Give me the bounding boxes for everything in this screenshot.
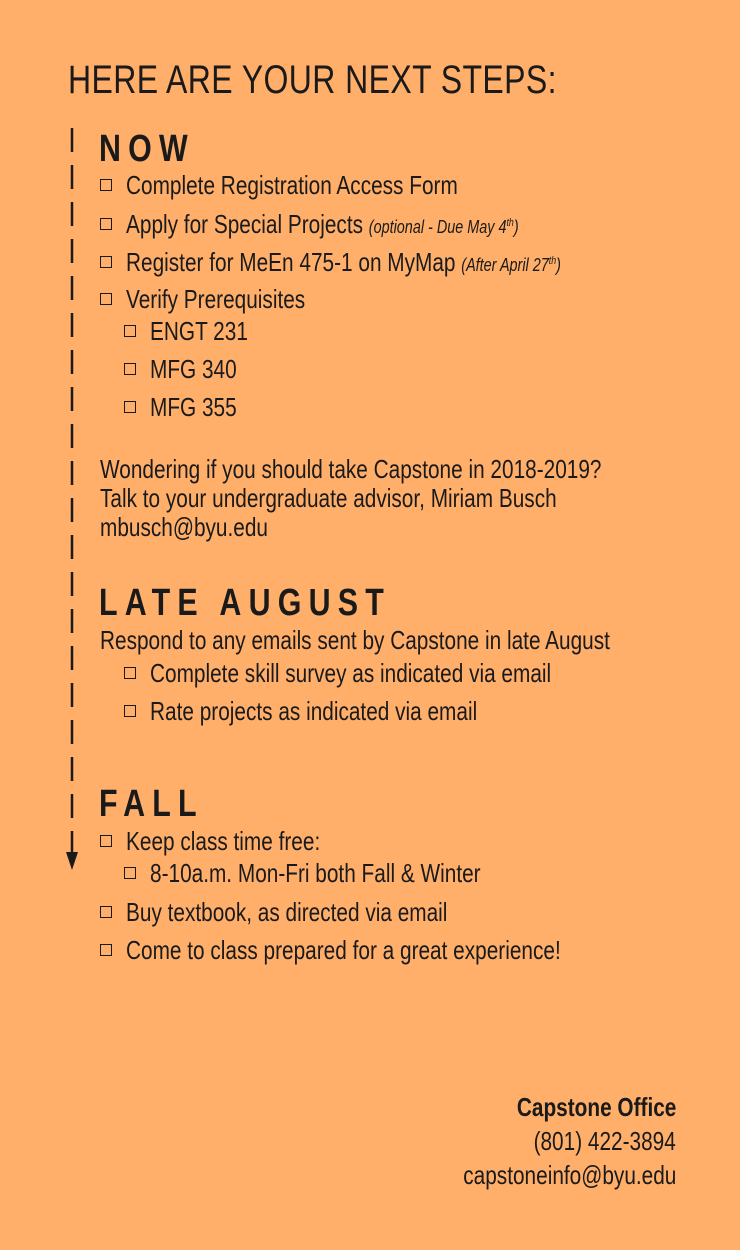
checkbox-icon[interactable] <box>100 179 112 191</box>
checklist-item[interactable]: Verify Prerequisites <box>100 284 350 314</box>
checkbox-icon[interactable] <box>100 293 112 305</box>
timeline-arrow <box>66 128 78 873</box>
advisor-note: Wondering if you should take Capstone in 2018-2019? Talk to your undergraduate advisor, Miriam Busch mbusch@byu.edu <box>100 454 602 542</box>
checklist-item[interactable]: Come to class prepared for a great experience! <box>100 935 669 965</box>
checkbox-icon[interactable] <box>100 256 112 268</box>
checklist-subitem[interactable]: Rate projects as indicated via email <box>124 696 559 726</box>
contact-phone[interactable]: (801) 422-3894 <box>533 1126 676 1156</box>
checklist-item[interactable]: Complete Registration Access Form <box>100 170 541 200</box>
section-heading-late-august: LATE AUGUST <box>99 582 391 624</box>
checkbox-icon[interactable] <box>124 667 136 679</box>
advisor-email[interactable]: mbusch@byu.edu <box>100 512 268 542</box>
checkbox-icon[interactable] <box>124 705 136 717</box>
checkbox-icon[interactable] <box>100 218 112 230</box>
contact-email[interactable]: capstoneinfo@byu.edu <box>462 1160 676 1190</box>
checklist-subitem[interactable]: MFG 355 <box>124 392 258 422</box>
checkbox-icon[interactable] <box>124 401 136 413</box>
page-title: HERE ARE YOUR NEXT STEPS: <box>68 58 557 102</box>
checklist-subitem[interactable]: Complete skill survey as indicated via email <box>124 658 651 688</box>
contact-title: Capstone Office <box>516 1092 676 1122</box>
checklist-subitem[interactable]: ENGT 231 <box>124 316 272 346</box>
checkbox-icon[interactable] <box>100 835 112 847</box>
section-heading-fall: FALL <box>99 783 204 825</box>
checklist-item[interactable]: Buy textbook, as directed via email <box>100 897 528 927</box>
checklist-item[interactable]: Keep class time free: <box>100 826 369 856</box>
checkbox-icon[interactable] <box>124 867 136 879</box>
checklist-item[interactable]: Apply for Special Projects (optional - Due May 4th) <box>100 208 617 238</box>
late-august-intro: Respond to any emails sent by Capstone in late August <box>100 625 610 655</box>
checklist-subitem[interactable]: 8-10a.m. Mon-Fri both Fall & Winter <box>124 858 563 888</box>
section-heading-now: NOW <box>99 128 195 170</box>
checkbox-icon[interactable] <box>124 325 136 337</box>
checkbox-icon[interactable] <box>100 906 112 918</box>
checkbox-icon[interactable] <box>124 363 136 375</box>
checklist-item[interactable]: Register for MeEn 475-1 on MyMap (After April 27th) <box>100 246 670 276</box>
contact-block <box>410 1090 676 1192</box>
checkbox-icon[interactable] <box>100 944 112 956</box>
checklist-subitem[interactable]: MFG 340 <box>124 354 258 384</box>
